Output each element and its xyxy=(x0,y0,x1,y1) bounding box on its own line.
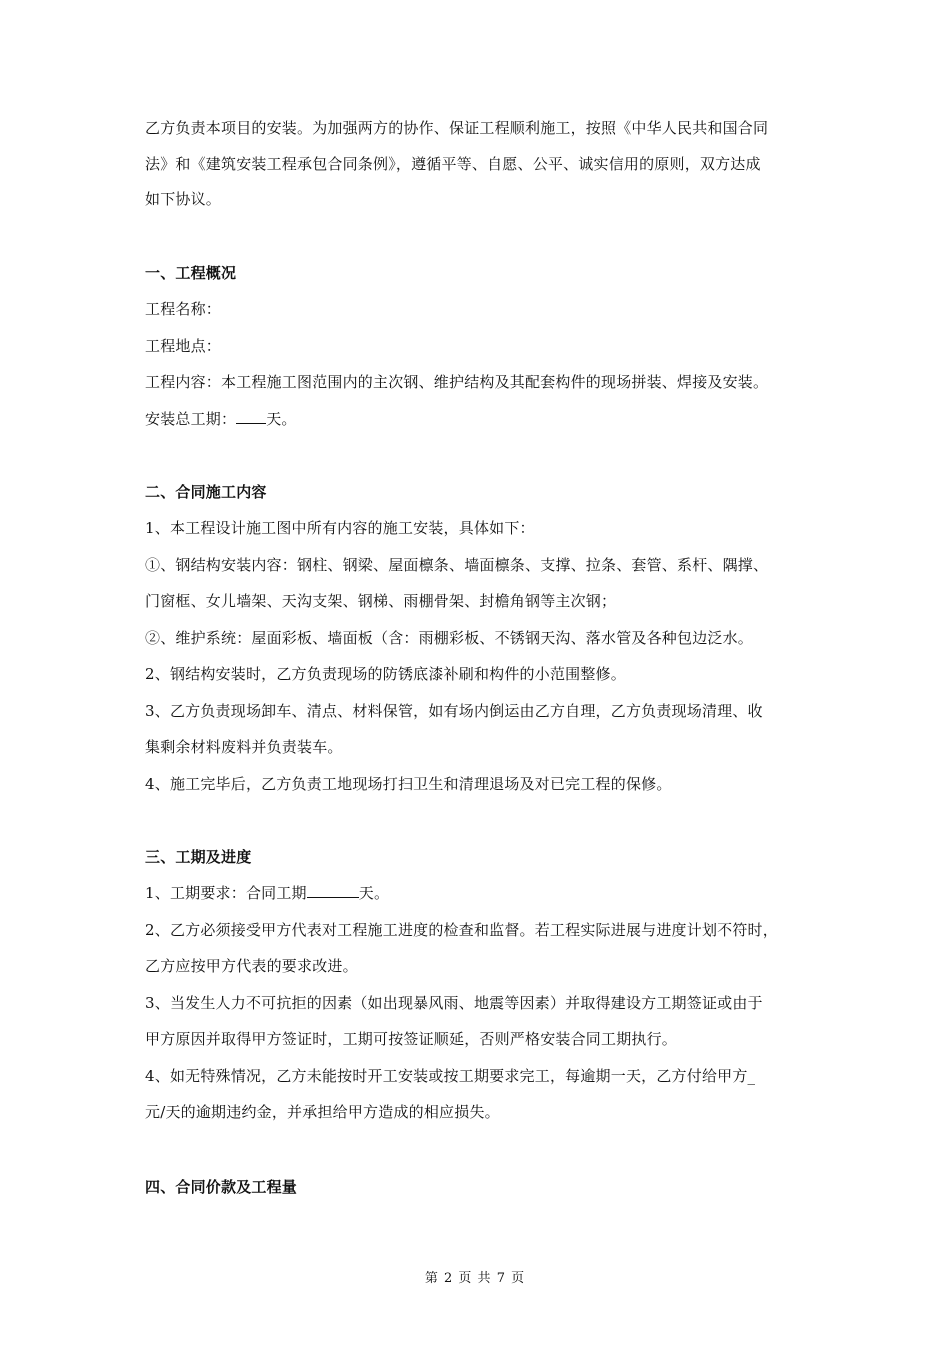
section-2-item-2: 2、钢结构安装时，乙方负责现场的防锈底漆补刷和构件的小范围整修。 xyxy=(145,665,626,683)
install-period-prefix: 安装总工期： xyxy=(145,410,237,428)
section-3-heading: 三、工期及进度 xyxy=(145,848,252,866)
section-2-item-3-line-1: 3、乙方负责现场卸车、清点、材料保管，如有场内倒运由乙方自理，乙方负责现场清理、收 xyxy=(145,702,763,720)
install-period-suffix: 天。 xyxy=(266,410,297,428)
install-period-blank xyxy=(236,409,266,424)
section-2-item-1: 1、本工程设计施工图中所有内容的施工安装，具体如下： xyxy=(145,519,535,537)
section-2-item-1b: ②、维护系统：屋面彩板、墙面板（含：雨棚彩板、不锈钢天沟、落水管及各种包边泛水。 xyxy=(145,629,754,647)
section-3-item-4-line-2: 元/天的逾期违约金，并承担给甲方造成的相应损失。 xyxy=(145,1103,500,1121)
section-2-item-1a-line-1: ①、钢结构安装内容：钢柱、钢梁、屋面檩条、墙面檩条、支撑、拉条、套管、系杆、隅撑、 xyxy=(145,556,769,574)
project-name-label: 工程名称： xyxy=(145,300,222,318)
page-footer: 第 2 页 共 7 页 xyxy=(424,1271,526,1286)
intro-line-1: 乙方负责本项目的安装。为加强两方的协作、保证工程顺利施工，按照《中华人民共和国合同 xyxy=(145,119,769,137)
section-3-item-4-line-1: 4、如无特殊情况，乙方未能按时开工安装或按工期要求完工，每逾期一天，乙方付给甲方_ xyxy=(145,1067,756,1085)
section-3-item-2-line-1: 2、乙方必须接受甲方代表对工程施工进度的检查和监督。若工程实际进展与进度计划不符时， xyxy=(145,921,778,939)
section-2-heading: 二、合同施工内容 xyxy=(145,483,267,501)
contract-period-blank xyxy=(307,883,359,898)
section-3-item-2-line-2: 乙方应按甲方代表的要求改进。 xyxy=(145,957,358,975)
section-2-item-4: 4、施工完毕后，乙方负责工地现场打扫卫生和清理退场及对已完工程的保修。 xyxy=(145,775,672,793)
section-1-heading: 一、工程概况 xyxy=(145,264,237,282)
section-2-item-1a-line-2: 门窗框、女儿墙架、天沟支架、钢梯、雨棚骨架、封檐角钢等主次钢； xyxy=(145,592,617,610)
project-content: 工程内容：本工程施工图范围内的主次钢、维护结构及其配套构件的现场拼装、焊接及安装。 xyxy=(145,373,769,391)
contract-period-prefix: 1、工期要求：合同工期 xyxy=(145,884,307,902)
section-3-item-1 xyxy=(145,883,810,903)
section-4-heading: 四、合同价款及工程量 xyxy=(145,1178,298,1196)
install-period xyxy=(145,409,810,429)
intro-line-3: 如下协议。 xyxy=(145,190,222,208)
contract-period-suffix: 天。 xyxy=(358,884,390,902)
section-3-item-3-line-2: 甲方原因并取得甲方签证时，工期可按签证顺延，否则严格安装合同工期执行。 xyxy=(145,1030,678,1048)
section-2-item-3-line-2: 集剩余材料废料并负责装车。 xyxy=(145,738,343,756)
section-3-item-3-line-1: 3、当发生人力不可抗拒的因素（如出现暴风雨、地震等因素）并取得建设方工期签证或由于 xyxy=(145,994,763,1012)
project-location-label: 工程地点： xyxy=(145,337,222,355)
intro-line-2: 法》和《建筑安装工程承包合同条例》，遵循平等、自愿、公平、诚实信用的原则，双方达成 xyxy=(145,155,761,173)
